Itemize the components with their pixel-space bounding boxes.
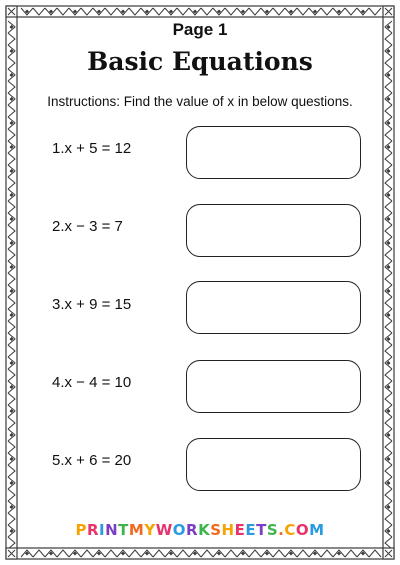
question-number: 2. [52, 218, 65, 235]
question-expression: x − 4 = 10 [64, 374, 132, 391]
question-5 [52, 452, 131, 469]
page-number: Page 1 [172, 20, 228, 39]
question-expression: x + 6 = 20 [64, 452, 132, 469]
question-expression: x − 3 = 7 [64, 218, 123, 235]
answer-box-1[interactable] [186, 126, 361, 179]
instructions: Instructions: Find the value of x in below questions. [47, 94, 353, 109]
page-title: Basic Equations [87, 47, 313, 76]
answer-box-4[interactable] [186, 360, 361, 413]
question-4 [52, 374, 131, 391]
question-expression: x + 9 = 15 [64, 296, 132, 313]
question-1 [52, 140, 131, 157]
question-number: 4. [52, 374, 65, 391]
question-expression: x + 5 = 12 [64, 140, 132, 157]
question-number: 5. [52, 452, 65, 469]
brand-logo: PRINTMYWORKSHEETS.COM [75, 521, 325, 539]
question-number: 1. [52, 140, 65, 157]
question-2 [52, 218, 123, 235]
question-3 [52, 296, 131, 313]
question-number: 3. [52, 296, 65, 313]
answer-box-2[interactable] [186, 204, 361, 257]
answer-box-3[interactable] [186, 281, 361, 334]
answer-box-5[interactable] [186, 438, 361, 491]
